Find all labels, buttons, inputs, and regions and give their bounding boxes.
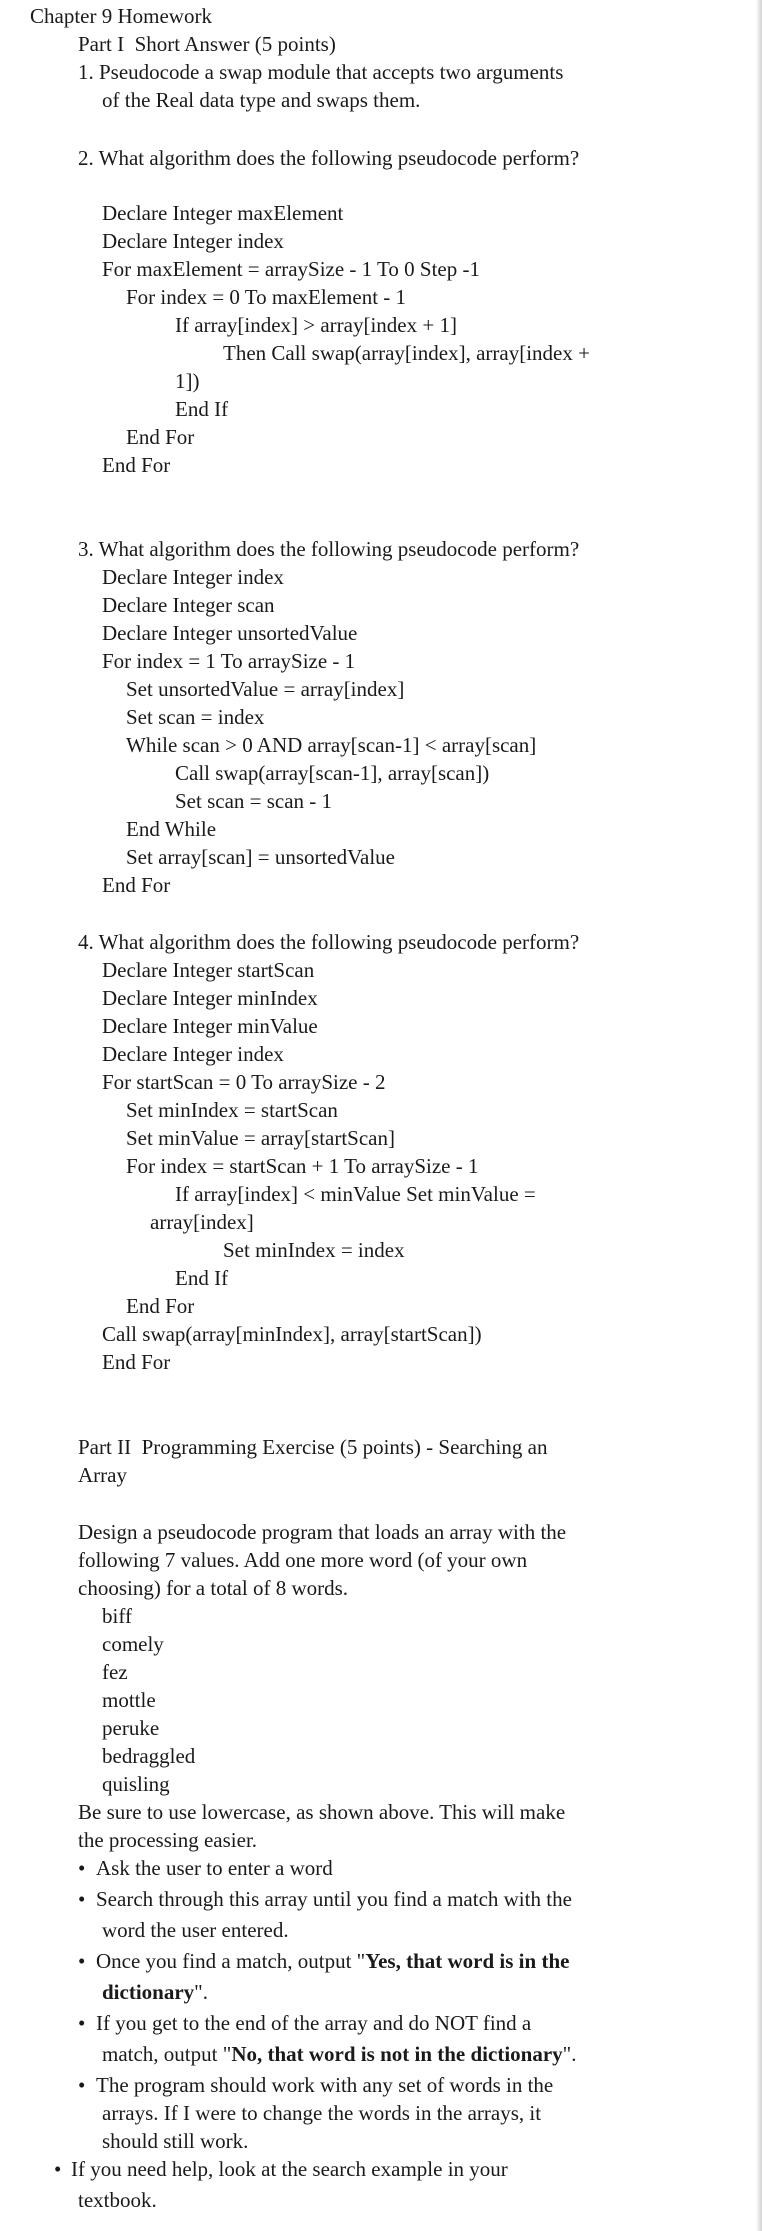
q2-question: 2. What algorithm does the following pseudocode perform? xyxy=(78,146,580,170)
bullet-match-line1 xyxy=(96,1949,569,1973)
q2-code-line: 1]) xyxy=(175,369,200,393)
q4-question: 4. What algorithm does the following pseudocode perform? xyxy=(78,930,580,954)
q4-code-line: Call swap(array[minIndex], array[startScan]) xyxy=(102,1322,482,1346)
q2-code-line: If array[index] > array[index + 1] xyxy=(175,313,457,337)
bullet-match-bold: dictionary xyxy=(102,1980,195,2004)
part2-intro-line: choosing) for a total of 8 words. xyxy=(78,1576,349,1600)
q4-code-line: If array[index] < minValue Set minValue = xyxy=(175,1182,536,1206)
q4-code-line: Declare Integer startScan xyxy=(102,958,315,982)
q2-code-line: End If xyxy=(175,397,229,421)
q1-line1: 1. Pseudocode a swap module that accepts two arguments xyxy=(78,60,564,84)
bullet-marker: • xyxy=(78,2011,86,2035)
bullet-nomatch-suffix: ". xyxy=(562,2042,577,2066)
q4-code-line: Declare Integer index xyxy=(102,1042,284,1066)
part1-heading: Part I Short Answer (5 points) xyxy=(78,32,336,56)
bullet-nomatch-bold: No, that word is not in the dictionary xyxy=(231,2042,563,2066)
q3-code-line: Declare Integer unsortedValue xyxy=(102,621,358,645)
q2-code-line: Declare Integer maxElement xyxy=(102,201,344,225)
word-list-item: biff xyxy=(102,1604,132,1628)
q4-code-line: End For xyxy=(126,1294,195,1318)
q3-code-line: Set scan = index xyxy=(126,705,265,729)
q4-code-line: End For xyxy=(102,1350,171,1374)
q2-code-line: End For xyxy=(126,425,195,449)
q4-code-line: End If xyxy=(175,1266,229,1290)
q4-code-line: Declare Integer minValue xyxy=(102,1014,318,1038)
q1-line2: of the Real data type and swaps them. xyxy=(102,88,421,112)
bullet-nomatch-line1: If you get to the end of the array and do NOT find a xyxy=(96,2011,532,2035)
word-list-item: peruke xyxy=(102,1716,160,1740)
doc-title: Chapter 9 Homework xyxy=(30,4,212,28)
bullet-marker: • xyxy=(78,2073,86,2097)
q2-code-line: For maxElement = arraySize - 1 To 0 Step -1 xyxy=(102,257,480,281)
word-list-item: comely xyxy=(102,1632,164,1656)
q4-code-line: For startScan = 0 To arraySize - 2 xyxy=(102,1070,386,1094)
note-line: Be sure to use lowercase, as shown above. This will make xyxy=(78,1800,566,1824)
bullet-marker: • xyxy=(54,2157,62,2181)
bullet-match-line2 xyxy=(102,1980,208,2004)
q2-code-line: For index = 0 To maxElement - 1 xyxy=(126,285,407,309)
bullet-help-line1: If you need help, look at the search example in your xyxy=(71,2157,508,2181)
q4-code-line: Set minValue = array[startScan] xyxy=(126,1126,396,1150)
bullet-ask-word: Ask the user to enter a word xyxy=(96,1856,333,1880)
part2-intro-line: Design a pseudocode program that loads an array with the xyxy=(78,1520,567,1544)
bullet-search-line2: word the user entered. xyxy=(102,1918,289,1942)
part2-heading-line1: Part II Programming Exercise (5 points) - Searching an xyxy=(78,1435,548,1459)
bullet-nomatch-line2 xyxy=(102,2042,577,2066)
q3-code-line: Set array[scan] = unsortedValue xyxy=(126,845,395,869)
q3-code-line: Set scan = scan - 1 xyxy=(175,789,333,813)
bullet-marker: • xyxy=(78,1949,86,1973)
bullet-search-line1: Search through this array until you find a match with the xyxy=(96,1887,572,1911)
q4-code-line: For index = startScan + 1 To arraySize - 1 xyxy=(126,1154,479,1178)
page-edge-shadow xyxy=(756,0,762,2231)
q2-code-line: End For xyxy=(102,453,171,477)
q3-code-line: For index = 1 To arraySize - 1 xyxy=(102,649,356,673)
note-line: the processing easier. xyxy=(78,1828,258,1852)
q3-code-line: Declare Integer scan xyxy=(102,593,275,617)
q3-code-line: Declare Integer index xyxy=(102,565,284,589)
bullet-any-words-line3: should still work. xyxy=(102,2129,249,2153)
q4-code-line: array[index] xyxy=(150,1210,254,1234)
q2-code-line: Then Call swap(array[index], array[index + xyxy=(223,341,590,365)
bullet-any-words-line2: arrays. If I were to change the words in the arrays, it xyxy=(102,2101,542,2125)
bullet-any-words-line1: The program should work with any set of words in the xyxy=(96,2073,554,2097)
q3-code-line: Set unsortedValue = array[index] xyxy=(126,677,405,701)
bullet-match-prefix: Once you find a match, output " xyxy=(96,1949,366,1973)
q2-code-line: Declare Integer index xyxy=(102,229,284,253)
q3-code-line: End For xyxy=(102,873,171,897)
q4-code-line: Declare Integer minIndex xyxy=(102,986,318,1010)
word-list-item: quisling xyxy=(102,1772,170,1796)
bullet-marker: • xyxy=(78,1887,86,1911)
bullet-marker: • xyxy=(78,1856,86,1880)
word-list-item: mottle xyxy=(102,1688,156,1712)
q4-code-line: Set minIndex = startScan xyxy=(126,1098,338,1122)
part2-heading-line2: Array xyxy=(78,1463,127,1487)
bullet-match-bold: Yes, that word is in the xyxy=(365,1949,570,1973)
bullet-match-suffix: ". xyxy=(194,1980,208,2004)
part2-intro-line: following 7 values. Add one more word (of your own xyxy=(78,1548,528,1572)
q3-code-line: End While xyxy=(126,817,217,841)
word-list-item: bedraggled xyxy=(102,1744,196,1768)
q3-question: 3. What algorithm does the following pseudocode perform? xyxy=(78,537,580,561)
word-list-item: fez xyxy=(102,1660,128,1684)
bullet-help-line2: textbook. xyxy=(78,2188,157,2212)
q3-code-line: While scan > 0 AND array[scan-1] < array[scan] xyxy=(126,733,537,757)
q4-code-line: Set minIndex = index xyxy=(223,1238,405,1262)
bullet-nomatch-prefix: match, output " xyxy=(102,2042,232,2066)
q3-code-line: Call swap(array[scan-1], array[scan]) xyxy=(175,761,490,785)
